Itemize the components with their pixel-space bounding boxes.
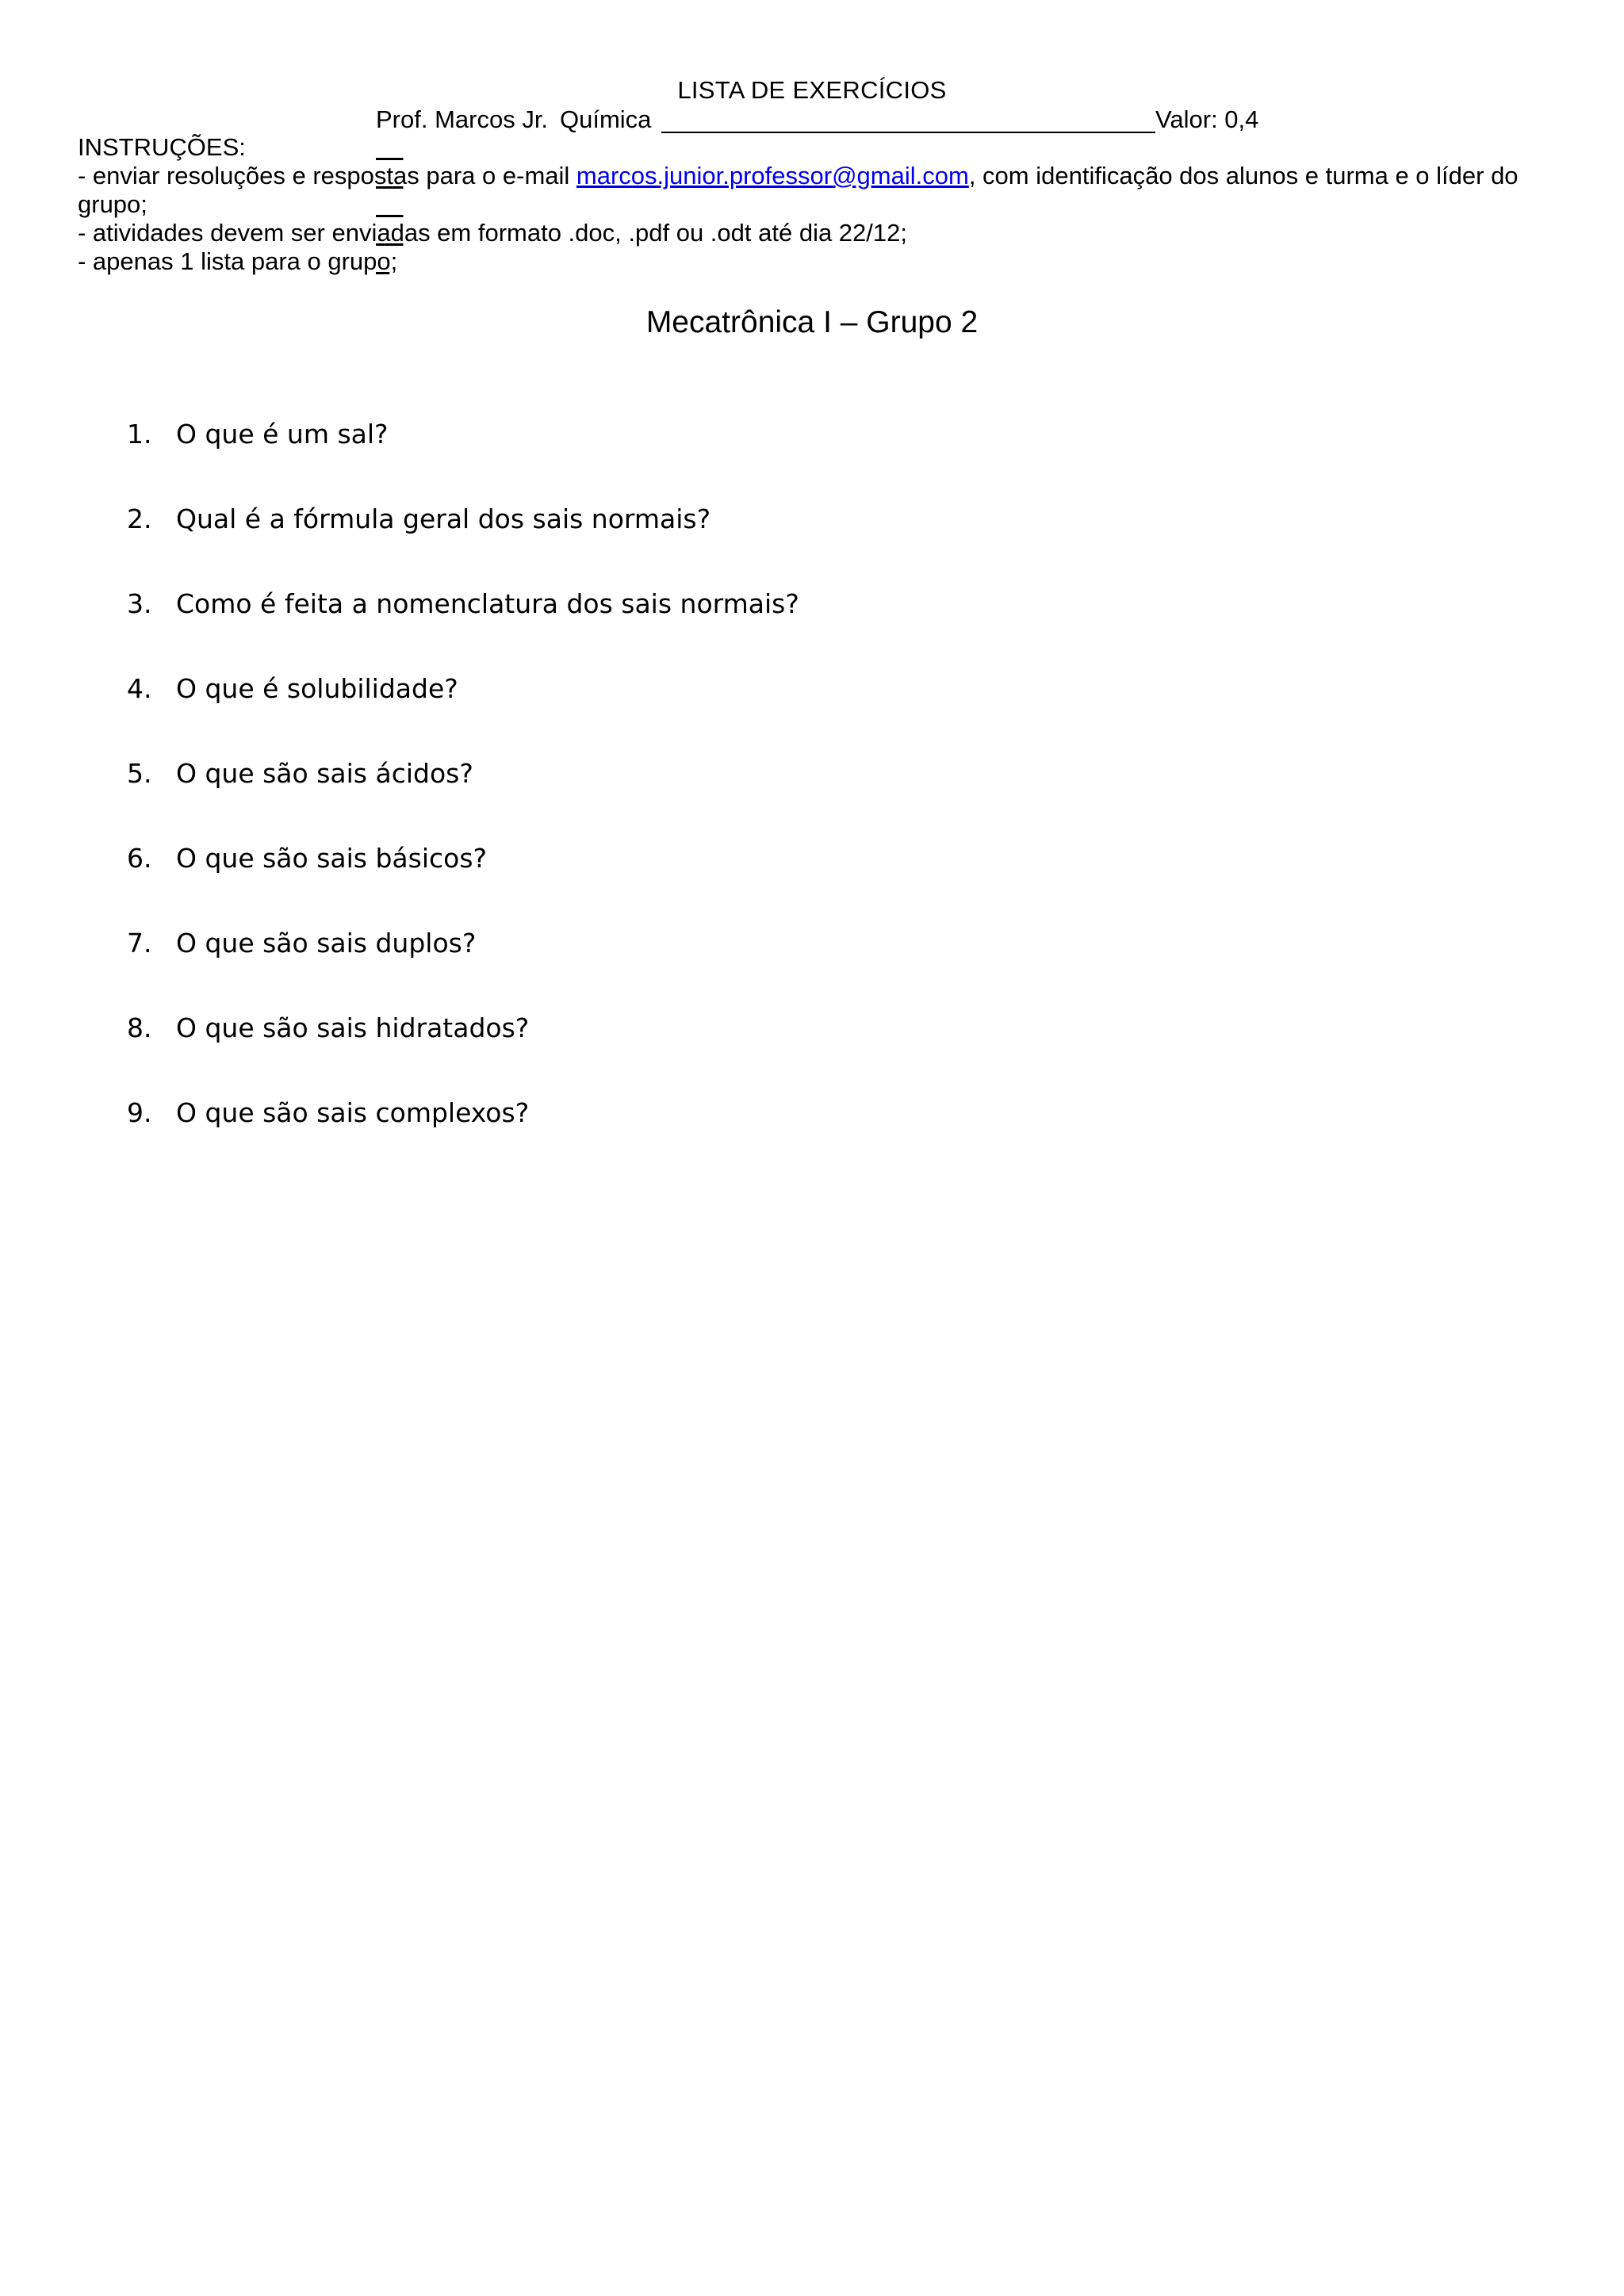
question-number: 3. (127, 588, 152, 619)
question-number: 2. (127, 503, 152, 534)
document-title: LISTA DE EXERCÍCIOS (677, 76, 947, 104)
instruction-line-group: - apenas 1 lista para o grupo; (78, 247, 398, 275)
email-link[interactable]: marcos.junior.professor@gmail.com (576, 162, 969, 189)
question-item (127, 836, 799, 921)
question-number: 9. (127, 1097, 152, 1128)
question-text: O que são sais básicos? (176, 843, 488, 874)
instruction-line-format: - atividades devem ser enviadas em formato .doc, .pdf ou .odt até dia 22/12; (78, 219, 907, 247)
question-list (127, 412, 799, 1176)
question-number: 6. (127, 843, 152, 874)
question-text: Qual é a fórmula geral dos sais normais? (176, 503, 711, 534)
question-number: 8. (127, 1012, 152, 1043)
question-text: O que são sais complexos? (176, 1097, 530, 1128)
instructions-block (78, 133, 1546, 276)
question-item (127, 497, 799, 582)
instruction-line-email-suffix: , com identificação dos alunos e turma e o líder do grupo; (78, 162, 1519, 218)
question-item (127, 412, 799, 497)
subject-name: Química (560, 105, 652, 133)
grade-value: Valor: 0,4 (1155, 105, 1259, 133)
question-item (127, 667, 799, 752)
question-text: O que são sais ácidos? (176, 758, 473, 789)
question-item (127, 752, 799, 836)
question-item (127, 1091, 799, 1176)
instruction-line-email (78, 162, 1546, 219)
question-number: 7. (127, 928, 152, 959)
instruction-line-email-prefix: - enviar resoluções e respostas para o e-mail (78, 162, 576, 189)
question-item (127, 1006, 799, 1091)
question-text: O que são sais hidratados? (176, 1012, 530, 1043)
question-text: O que é um sal? (176, 419, 389, 450)
question-text: Como é feita a nomenclatura dos sais normais? (176, 588, 799, 619)
question-number: 1. (127, 419, 152, 450)
question-item (127, 582, 799, 667)
question-number: 5. (127, 758, 152, 789)
professor-name: Prof. Marcos Jr. (376, 105, 549, 133)
question-item (127, 921, 799, 1006)
group-title: Mecatrônica I – Grupo 2 (645, 305, 979, 339)
question-number: 4. (127, 673, 152, 704)
header-info-line (376, 105, 1260, 134)
instructions-heading: INSTRUÇÕES: (78, 133, 246, 161)
question-text: O que são sais duplos? (176, 928, 477, 959)
question-text: O que é solubilidade? (176, 673, 458, 704)
